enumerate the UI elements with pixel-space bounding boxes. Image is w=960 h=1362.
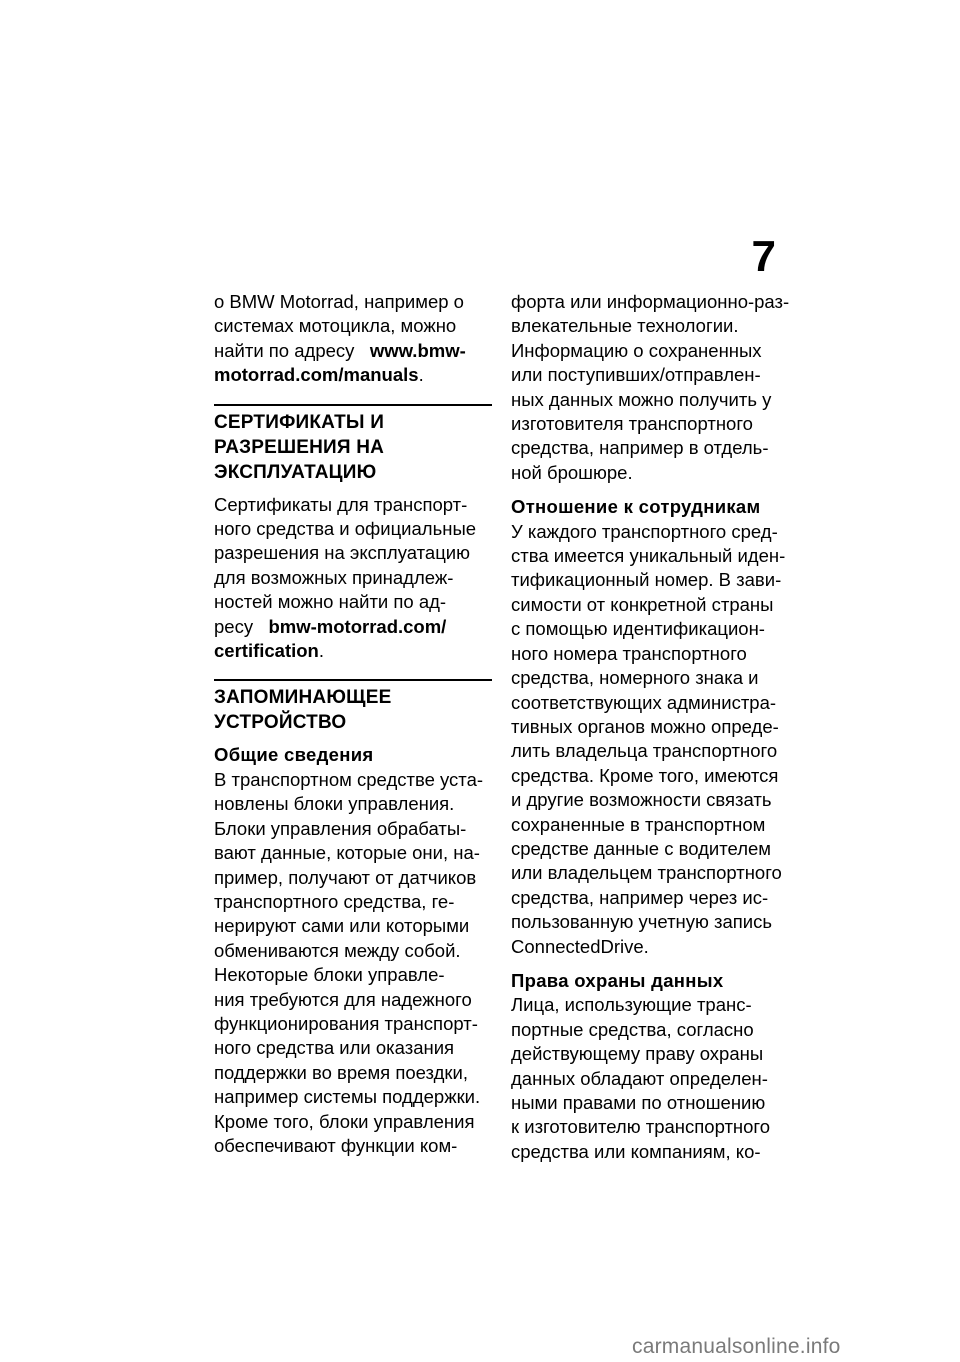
manuals-link-part2[interactable]: motorrad.com/manuals xyxy=(214,364,419,386)
text-line: обмениваются между собой. xyxy=(214,939,461,961)
text-line: и другие возможности связать xyxy=(511,789,772,811)
text-line: изготовителя транспортного xyxy=(511,413,753,435)
heading-line: СЕРТИФИКАТЫ И xyxy=(214,411,385,433)
text-line: тификационный номер. В зави- xyxy=(511,569,782,591)
section-heading-certificates xyxy=(214,410,492,485)
punctuation: . xyxy=(418,364,424,386)
text-line: соответствующих администра- xyxy=(511,691,777,713)
section-heading-memory-device xyxy=(214,685,492,735)
punctuation: . xyxy=(318,640,324,662)
right-column xyxy=(511,290,789,1164)
text-line: поддержки во время поездки, xyxy=(214,1061,468,1083)
text-fragment: найти по адресу xyxy=(214,339,355,361)
text-line: средства. Кроме того, имеются xyxy=(511,764,779,786)
text-line: действующему праву охраны xyxy=(511,1043,764,1065)
certificates-paragraph xyxy=(214,493,492,664)
text-line: влекательные технологии. xyxy=(511,315,739,337)
text-line: средства, например в отдель- xyxy=(511,437,769,459)
text-line xyxy=(214,615,492,639)
subheading-data-rights: Права охраны данных xyxy=(511,969,724,991)
text-line: симости от конкретной страны xyxy=(511,593,774,615)
text-line: нерируют сами или которыми xyxy=(214,915,470,937)
text-line: портные средства, согласно xyxy=(511,1018,754,1040)
subheading-general-info: Общие сведения xyxy=(214,744,374,766)
spacer xyxy=(511,485,789,495)
employees-paragraph xyxy=(511,520,789,959)
subheading-employees: Отношение к сотрудникам xyxy=(511,496,761,518)
continuation-paragraph xyxy=(511,290,789,485)
text-line: тивных органов можно опреде- xyxy=(511,715,779,737)
text-line: с помощью идентификацион- xyxy=(511,618,765,640)
certification-link-part1[interactable]: bmw-motorrad.com/ xyxy=(268,615,447,637)
text-line: Блоки управления обрабаты- xyxy=(214,817,467,839)
text-line: ного средства или оказания xyxy=(214,1037,455,1059)
text-line: У каждого транспортного сред- xyxy=(511,520,778,542)
text-line xyxy=(214,339,492,363)
text-line: Информацию о сохраненных xyxy=(511,339,762,361)
section-divider xyxy=(214,679,492,681)
text-line: ной брошюре. xyxy=(511,461,633,483)
intro-paragraph xyxy=(214,290,492,388)
text-line xyxy=(214,639,492,663)
text-line: системах мотоцикла, можно xyxy=(214,315,457,337)
heading-line: УСТРОЙСТВО xyxy=(214,712,347,734)
heading-line: РАЗРЕШЕНИЯ НА xyxy=(214,436,385,458)
text-line: ными правами по отношению xyxy=(511,1092,766,1113)
text-line: В транспортном средстве уста- xyxy=(214,768,484,790)
text-line: Некоторые блоки управле- xyxy=(214,964,445,986)
data-rights-paragraph xyxy=(511,993,789,1164)
text-line: пример, получают от датчиков xyxy=(214,866,477,888)
text-line: к изготовителю транспортного xyxy=(511,1116,771,1138)
text-line: или поступивших/отправлен- xyxy=(511,364,761,386)
text-line: ных данных можно получить у xyxy=(511,388,772,410)
text-line: средства или компаниям, ко- xyxy=(511,1140,761,1162)
text-line: транспортного средства, ге- xyxy=(214,890,455,912)
text-line: форта или информационно-раз- xyxy=(511,291,790,312)
text-line: вают данные, которые они, на- xyxy=(214,842,480,864)
text-line: новлены блоки управления. xyxy=(214,793,455,815)
text-line: Лица, использующие транс- xyxy=(511,994,752,1016)
manuals-link-part1[interactable]: www.bmw- xyxy=(369,339,466,361)
text-line: ностей можно найти по ад- xyxy=(214,591,447,613)
text-line: средства, например через ис- xyxy=(511,886,769,908)
left-column xyxy=(214,290,492,1158)
spacer xyxy=(511,959,789,969)
heading-line: ЗАПОМИНАЮЩЕЕ xyxy=(214,687,392,709)
text-line: функционирования транспорт- xyxy=(214,1012,478,1034)
text-line: например системы поддержки. xyxy=(214,1086,481,1108)
text-line: лить владельца транспортного xyxy=(511,740,778,762)
text-line: разрешения на эксплуатацию xyxy=(214,542,471,564)
text-line: ства имеется уникальный иден- xyxy=(511,545,786,567)
page-number: 7 xyxy=(751,232,776,281)
text-line: средства, номерного знака и xyxy=(511,667,759,689)
general-info-paragraph xyxy=(214,768,492,1159)
section-divider xyxy=(214,404,492,406)
watermark-text: carmanualsonline.info xyxy=(632,1335,841,1358)
text-line: Кроме того, блоки управления xyxy=(214,1110,475,1132)
text-line: ния требуются для надежного xyxy=(214,988,472,1010)
text-line: о BMW Motorrad, например о xyxy=(214,291,464,312)
text-line: для возможных принадлеж- xyxy=(214,566,454,588)
text-fragment: ресу xyxy=(214,615,254,637)
text-line: средстве данные с водителем xyxy=(511,837,771,859)
text-line: ного номера транспортного xyxy=(511,642,747,664)
text-line: ConnectedDrive. xyxy=(511,935,649,957)
text-line: обеспечивают функции ком- xyxy=(214,1134,458,1156)
text-line xyxy=(214,363,492,387)
text-line: или владельцем транспортного xyxy=(511,862,782,884)
text-line: данных обладают определен- xyxy=(511,1067,768,1089)
certification-link-part2[interactable]: certification xyxy=(214,640,319,662)
text-line: пользованную учетную запись xyxy=(511,911,773,933)
heading-line: ЭКСПЛУАТАЦИЮ xyxy=(214,461,377,483)
text-line: Сертификаты для транспорт- xyxy=(214,493,468,515)
text-line: ного средства и официальные xyxy=(214,518,477,540)
text-line: сохраненные в транспортном xyxy=(511,813,766,835)
